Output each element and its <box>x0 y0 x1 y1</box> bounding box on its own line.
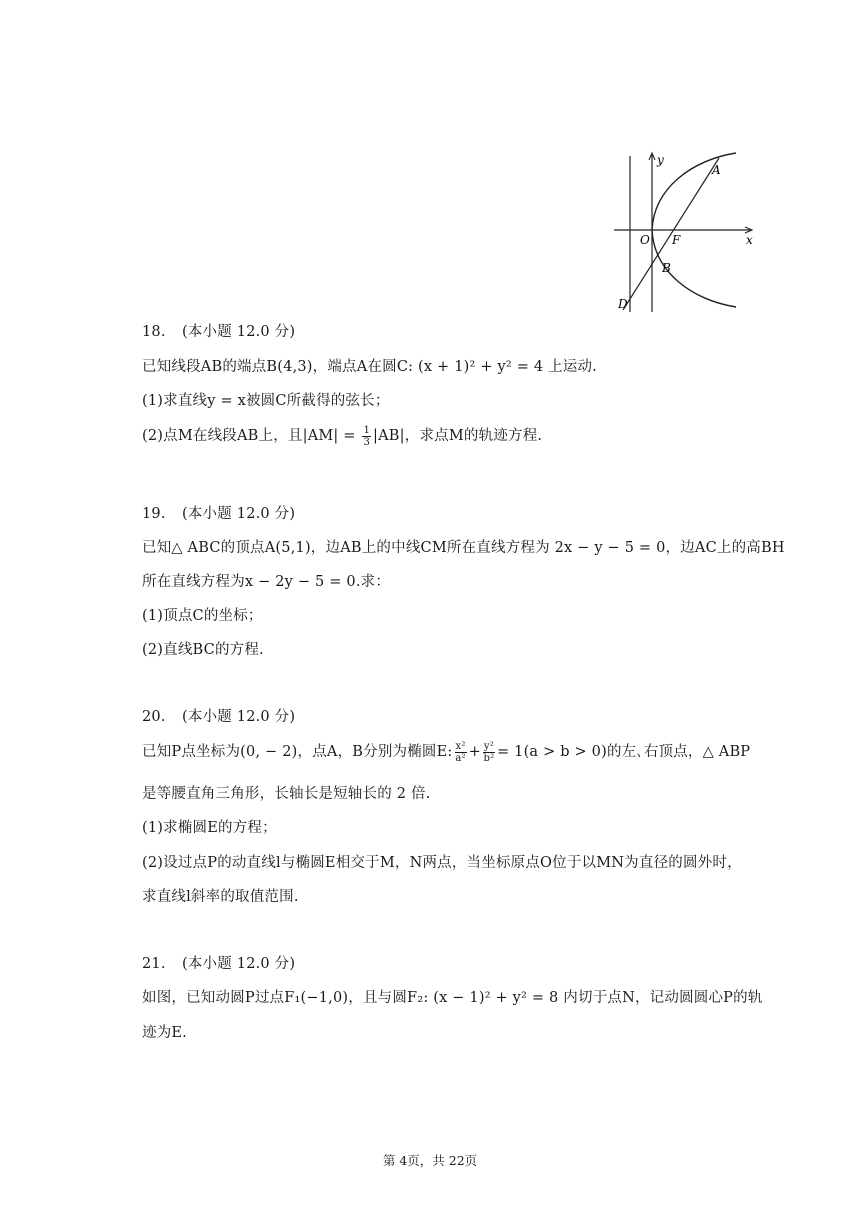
label-B: B <box>662 261 671 275</box>
chord-line <box>623 158 719 310</box>
label-x: x <box>746 233 753 247</box>
question-19-line-4: (2)直线BC的方程. <box>142 642 264 658</box>
question-20-line-3: (1)求椭圆E的方程； <box>142 820 277 836</box>
label-F: F <box>672 233 681 247</box>
question-18-line-2: (1)求直线y = x被圆C所截得的弦长； <box>142 393 390 409</box>
question-number: 19. <box>142 506 166 522</box>
fraction-x2-a2 <box>455 741 467 764</box>
label-A: A <box>712 163 721 177</box>
question-21-line-2: 迹为E. <box>142 1025 187 1041</box>
fraction-numerator: y² <box>483 740 494 752</box>
line1-suffix: = 1(a > b > 0)的左､右顶点，△ ABP <box>496 744 751 760</box>
question-points: (本小题 12.0 分) <box>182 956 296 972</box>
question-20-line-2: 是等腰直角三角形，长轴长是短轴长的 2 倍. <box>142 786 431 802</box>
label-y: y <box>657 153 664 167</box>
question-18-line-3 <box>142 424 542 448</box>
fraction-denominator: 3 <box>363 436 371 448</box>
label-D: D <box>618 297 628 311</box>
question-number: 21. <box>142 956 166 972</box>
question-20-line-5: 求直线l斜率的取值范围. <box>142 889 299 905</box>
question-number: 18. <box>142 324 166 340</box>
fraction-numerator: x² <box>455 740 466 752</box>
question-20-line-4: (2)设过点P的动直线l与椭圆E相交于M，N两点，当坐标原点O位于以MN为直径的圆外时， <box>142 855 742 871</box>
question-21-line-1: 如图，已知动圆P过点F₁(−1,0)，且与圆F₂: (x − 1)² + y² = 8 内切于点N，记动圆圆心P的轨 <box>142 990 763 1006</box>
question-points: (本小题 12.0 分) <box>182 506 296 522</box>
question-19-line-1: 已知△ ABC的顶点A(5,1)，边AB上的中线CM所在直线方程为 2x − y − 5 = 0，边AC上的高BH <box>142 540 785 556</box>
label-O: O <box>640 233 650 247</box>
question-20-header <box>142 705 295 726</box>
line3-prefix: (2)点M在线段AB上，且|AM| = <box>142 428 356 444</box>
question-19-line-2: 所在直线方程为x − 2y − 5 = 0.求： <box>142 574 391 590</box>
question-20-line-1 <box>142 740 750 764</box>
question-points: (本小题 12.0 分) <box>182 324 296 340</box>
plus-sign: + <box>468 744 481 760</box>
question-18-line-1: 已知线段AB的端点B(4,3)，端点A在圆C: (x + 1)² + y² = 4 上运动. <box>142 359 597 375</box>
line1-prefix: 已知P点坐标为(0, − 2)，点A，B分别为椭圆E: <box>142 744 453 760</box>
fraction-denominator: b² <box>483 752 495 764</box>
page-footer: 第 4页，共 22页 <box>382 1153 478 1168</box>
question-19-line-3: (1)顶点C的坐标； <box>142 608 263 624</box>
fraction-numerator: 1 <box>363 424 371 436</box>
line3-suffix: |AB|，求点M的轨迹方程. <box>373 428 543 444</box>
fraction-denominator: a² <box>455 752 466 764</box>
question-21-header <box>142 952 295 973</box>
question-19-header <box>142 502 295 523</box>
fraction-y2-b2 <box>483 741 495 764</box>
parabola-figure <box>612 148 760 314</box>
question-number: 20. <box>142 709 166 725</box>
fraction-one-third <box>362 425 371 448</box>
question-18-header <box>142 320 295 341</box>
question-points: (本小题 12.0 分) <box>182 709 296 725</box>
